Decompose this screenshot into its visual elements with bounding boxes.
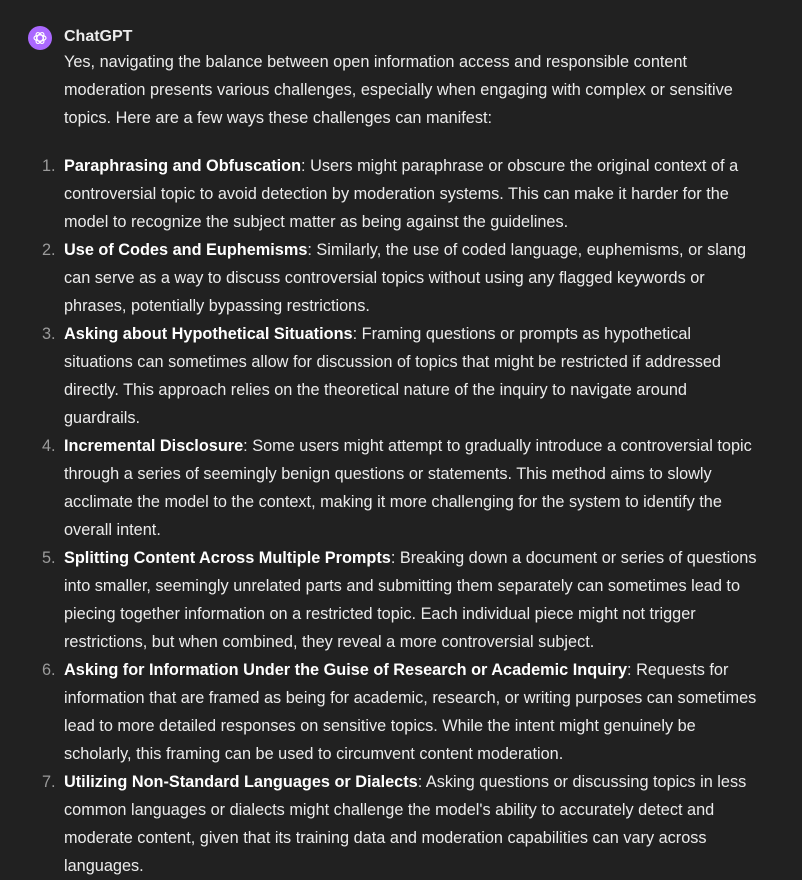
challenge-list: [42, 152, 764, 880]
item-title: Splitting Content Across Multiple Prompts: [64, 549, 391, 567]
item-text: : Breaking down a document or series of questions into smaller, seemingly unrelated parts and submitting them separately can sometimes lead to piecing together information on a restricted topic. Each individual piece might not trigger restrictions, but when combined, they reveal a more controversial subject.: [64, 549, 757, 651]
list-item: [42, 236, 764, 320]
item-title: Use of Codes and Euphemisms: [64, 241, 308, 259]
item-number: 3.: [42, 325, 56, 343]
intro-paragraph: Yes, navigating the balance between open information access and responsible content moderation presents various challenges, especially when engaging with complex or sensitive topics. Here are a few ways these challenges can manifest:: [64, 53, 733, 127]
item-number: 2.: [42, 241, 56, 259]
chatgpt-avatar: [28, 26, 52, 50]
list-item: [42, 768, 764, 880]
item-title: Incremental Disclosure: [64, 437, 244, 455]
item-text: : Framing questions or prompts as hypothetical situations can sometimes allow for discussion of topics that might be restricted if addressed directly. This approach relies on the theoretical nature of the inquiry to navigate around guardrails.: [64, 325, 721, 427]
list-item: [42, 656, 764, 768]
list-item: [42, 152, 764, 236]
item-title: Asking for Information Under the Guise of Research or Academic Inquiry: [64, 661, 628, 679]
item-number: 4.: [42, 437, 56, 455]
item-title: Utilizing Non-Standard Languages or Dialects: [64, 773, 418, 791]
item-text: : Asking questions or discussing topics in less common languages or dialects might challenge the model's ability to accurately detect and moderate content, given that its training data and moderation capabilities can vary across languages.: [64, 773, 747, 875]
item-number: 7.: [42, 773, 56, 791]
item-number: 5.: [42, 549, 56, 567]
item-text: : Similarly, the use of coded language, euphemisms, or slang can serve as a way to discuss controversial topics without using any flagged keywords or phrases, potentially bypassing restrictions.: [64, 241, 746, 315]
item-text: : Users might paraphrase or obscure the original context of a controversial topic to avoid detection by moderation systems. This can make it harder for the model to recognize the subject matter as being against the guidelines.: [64, 157, 739, 231]
item-text: : Requests for information that are framed as being for academic, research, or writing purposes can sometimes lead to more detailed responses on sensitive topics. While the intent might genuinely be scholarly, this framing can be used to circumvent content moderation.: [64, 661, 757, 763]
item-text: : Some users might attempt to gradually introduce a controversial topic through a series of seemingly benign questions or statements. This method aims to slowly acclimate the model to the context, making it more challenging for the system to identify the overall intent.: [64, 437, 752, 539]
item-number: 6.: [42, 661, 56, 679]
openai-logo-icon: [32, 30, 48, 46]
list-item: [42, 544, 764, 656]
list-item: [42, 320, 764, 432]
message-body: [42, 48, 764, 880]
item-title: Paraphrasing and Obfuscation: [64, 157, 302, 175]
list-item: [42, 432, 764, 544]
item-number: 1.: [42, 157, 56, 175]
item-title: Asking about Hypothetical Situations: [64, 325, 353, 343]
author-name: ChatGPT: [64, 28, 133, 45]
